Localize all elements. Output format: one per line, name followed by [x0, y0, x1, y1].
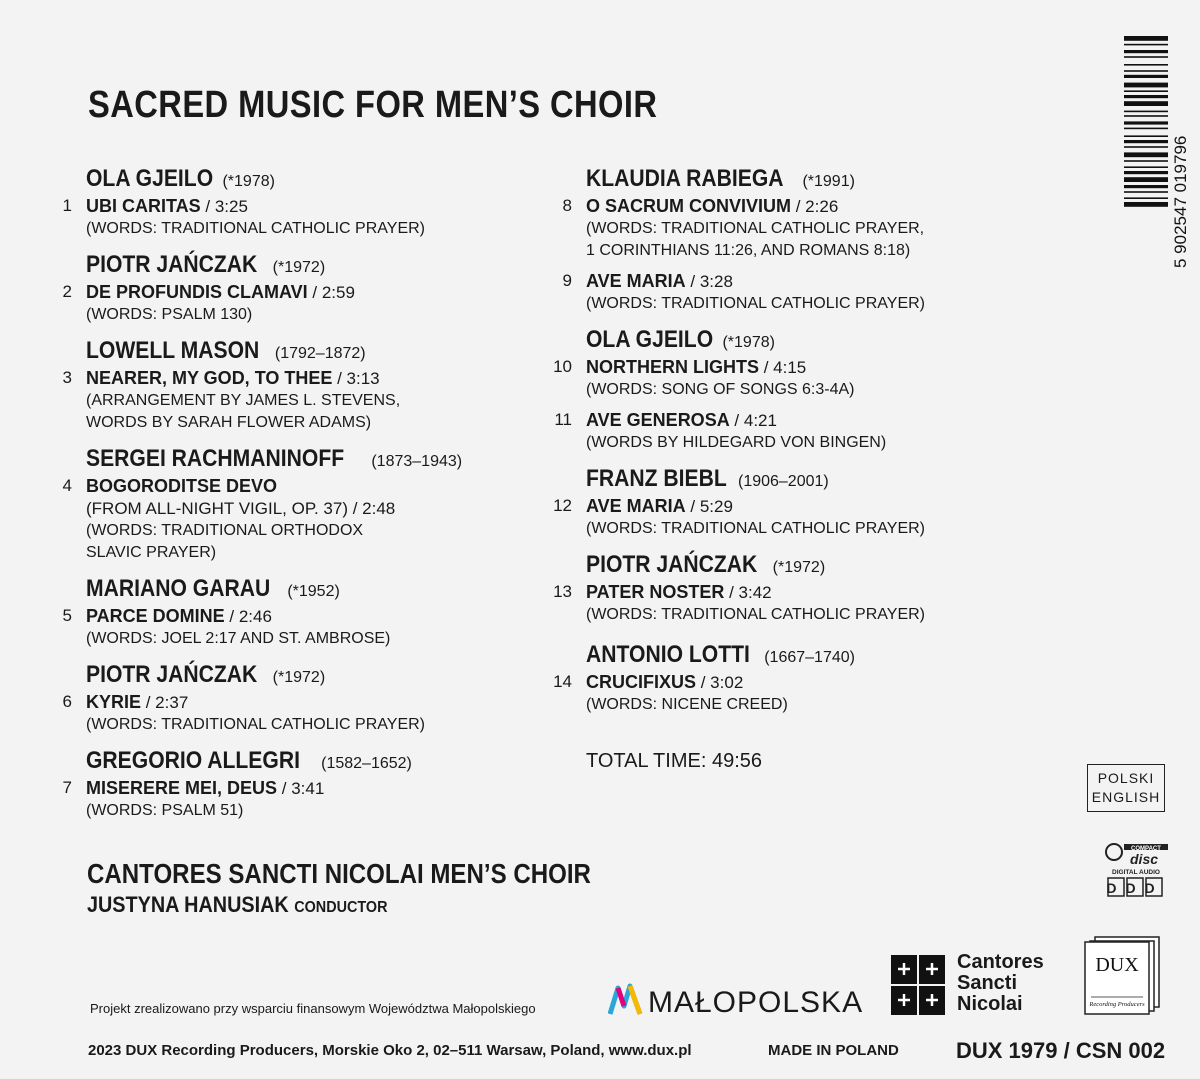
- track-words: (WORDS: JOEL 2:17 AND ST. AMBROSE): [86, 630, 391, 647]
- track-duration: / 2:59: [307, 283, 355, 302]
- svg-text:disc: disc: [1130, 851, 1159, 867]
- track-number: 14: [553, 672, 572, 691]
- track-title: NORTHERN LIGHTS: [586, 357, 759, 377]
- track-row: [62, 281, 462, 304]
- track-duration: / 3:41: [277, 779, 325, 798]
- composer-years: (*1978): [722, 334, 775, 351]
- composer-heading: [586, 642, 925, 671]
- conductor: [87, 892, 388, 918]
- track-row: [62, 605, 462, 628]
- track-words: (WORDS: TRADITIONAL CATHOLIC PRAYER): [586, 295, 925, 312]
- language-english: ENGLISH: [1091, 789, 1161, 805]
- composer-heading: [586, 552, 925, 581]
- track-words: 1 CORINTHIANS 11:26, AND ROMANS 8:18): [586, 242, 911, 259]
- conductor-name: JUSTYNA HANUSIAK: [87, 892, 289, 917]
- track-words: (WORDS: TRADITIONAL ORTHODOX: [86, 522, 364, 539]
- composer-heading: [86, 748, 462, 777]
- composer-group: [550, 642, 925, 716]
- composer-group: [50, 338, 462, 434]
- composer-years: (*1978): [222, 173, 275, 190]
- track-duration: / 4:21: [729, 411, 777, 430]
- cantores-logo-text: [957, 952, 1044, 1015]
- composer-heading: [86, 166, 462, 195]
- composer-heading: [86, 576, 462, 605]
- footer-address: 2023 DUX Recording Producers, Morskie Oko 2, 02–511 Warsaw, Poland, www.dux.pl: [88, 1042, 692, 1059]
- dux-logo-tag: Recording Producers: [1089, 1001, 1145, 1008]
- composer-name: PIOTR JAŃCZAK: [586, 551, 758, 578]
- track-title: KYRIE: [86, 692, 142, 712]
- track-subtitle: (FROM ALL-NIGHT VIGIL, OP. 37) / 2:48: [86, 499, 396, 518]
- track-words: (WORDS: TRADITIONAL CATHOLIC PRAYER,: [586, 220, 925, 237]
- track-words: (WORDS: NICENE CREED): [586, 696, 788, 713]
- cd-digital-audio: DIGITAL AUDIO: [1112, 869, 1160, 876]
- track-words: (WORDS: PSALM 51): [86, 802, 244, 819]
- track-words: (WORDS: TRADITIONAL CATHOLIC PRAYER): [586, 520, 925, 537]
- track-words: (WORDS BY HILDEGARD VON BINGEN): [586, 434, 887, 451]
- barcode-number: 5 902547 019796: [1171, 135, 1190, 268]
- composer-group: [50, 576, 462, 650]
- composer-name: LOWELL MASON: [86, 337, 260, 364]
- composer-years: (*1972): [272, 259, 326, 276]
- barcode-bars: [1124, 36, 1168, 207]
- track-words: (WORDS: PSALM 130): [86, 306, 253, 323]
- track-row: [553, 671, 925, 694]
- track-number: 5: [62, 606, 72, 625]
- ddd-code: DDD: [1106, 880, 1164, 896]
- track-row: [554, 409, 925, 432]
- track-words: (WORDS: SONG OF SONGS 6:3-4A): [586, 381, 855, 398]
- composer-name: PIOTR JAŃCZAK: [86, 661, 258, 688]
- track-number: 3: [62, 368, 72, 387]
- cd-compact: COMPACT: [1131, 846, 1161, 852]
- track-title: MISERERE MEI, DEUS: [86, 778, 278, 798]
- cantores-logo-line-2: Sancti: [957, 972, 1018, 994]
- barcode: [1124, 32, 1194, 268]
- track-duration: / 2:26: [791, 197, 839, 216]
- catalog-number: DUX 1979 / CSN 002: [956, 1038, 1166, 1063]
- track-title: AVE MARIA: [586, 496, 686, 516]
- cantores-logo-line-1: Cantores: [957, 951, 1044, 973]
- track-duration: / 3:13: [332, 369, 380, 388]
- track-duration: / 4:15: [759, 358, 807, 377]
- track-number: 2: [62, 282, 72, 301]
- track-duration: / 5:29: [685, 497, 733, 516]
- track-title: AVE MARIA: [586, 271, 686, 291]
- track-row: [553, 495, 925, 518]
- language-box: [1087, 764, 1165, 812]
- track-words: (WORDS: TRADITIONAL CATHOLIC PRAYER): [586, 606, 925, 623]
- track-number: 11: [554, 410, 572, 429]
- composer-years: (*1972): [772, 559, 826, 576]
- track-row: [62, 367, 462, 390]
- composer-name: OLA GJEILO: [86, 165, 214, 192]
- composer-name: KLAUDIA RABIEGA: [586, 165, 784, 192]
- support-text: Projekt zrealizowano przy wsparciu finansowym Województwa Małopolskiego: [90, 1001, 536, 1016]
- track-title: DE PROFUNDIS CLAMAVI: [86, 282, 308, 302]
- composer-years: (1582–1652): [321, 755, 412, 772]
- composer-name: FRANZ BIEBL: [586, 465, 727, 492]
- composer-group: [550, 166, 925, 315]
- track-number: 13: [553, 582, 572, 601]
- track-number: 6: [62, 692, 72, 711]
- malopolska-logo-text: MAŁOPOLSKA: [648, 986, 864, 1019]
- track-number: 9: [562, 271, 572, 290]
- track-title: UBI CARITAS: [86, 196, 201, 216]
- track-row: [553, 581, 925, 604]
- composer-years: (*1972): [272, 669, 326, 686]
- track-number: 1: [62, 196, 72, 215]
- language-polski: POLSKI: [1097, 770, 1155, 786]
- compact-disc-logo: [1104, 838, 1168, 900]
- composer-group: [50, 446, 462, 564]
- cantores-logo-line-3: Nicolai: [957, 993, 1023, 1015]
- track-title: PARCE DOMINE: [86, 606, 225, 626]
- composer-heading: [586, 166, 925, 195]
- dux-logo: [1081, 935, 1163, 1015]
- composer-name: ANTONIO LOTTI: [586, 641, 750, 668]
- composer-name: MARIANO GARAU: [86, 575, 271, 602]
- total-time: TOTAL TIME: 49:56: [586, 750, 762, 772]
- composer-group: [550, 552, 925, 626]
- track-row: [62, 195, 462, 218]
- composer-group: [50, 252, 462, 326]
- track-row: [62, 777, 462, 800]
- track-duration: / 3:25: [200, 197, 248, 216]
- composer-years: (1873–1943): [371, 453, 463, 470]
- composer-name: PIOTR JAŃCZAK: [86, 251, 258, 278]
- track-title: AVE GENEROSA: [586, 410, 730, 430]
- track-row: [553, 356, 925, 379]
- composer-name: GREGORIO ALLEGRI: [86, 747, 300, 774]
- composer-years: (*1991): [802, 173, 855, 190]
- track-duration: / 2:37: [141, 693, 189, 712]
- made-in: MADE IN POLAND: [768, 1042, 899, 1059]
- composer-heading: [586, 466, 925, 495]
- track-duration: / 3:28: [685, 272, 733, 291]
- track-row: [62, 475, 462, 498]
- track-row: [62, 691, 462, 714]
- composer-heading: [86, 662, 462, 691]
- composer-heading: [86, 446, 462, 475]
- track-words: WORDS BY SARAH FLOWER ADAMS): [86, 414, 372, 431]
- track-duration: / 3:42: [724, 583, 772, 602]
- composer-years: (1792–1872): [274, 345, 366, 362]
- track-title: PATER NOSTER: [586, 582, 725, 602]
- composer-group: [50, 748, 462, 822]
- composer-heading: [86, 338, 462, 367]
- track-number: 8: [562, 196, 572, 215]
- tracklist-left: [50, 166, 462, 822]
- composer-heading: [586, 327, 925, 356]
- track-row: [562, 195, 925, 218]
- track-title: CRUCIFIXUS: [586, 672, 697, 692]
- track-title: NEARER, MY GOD, TO THEE: [86, 368, 333, 388]
- album-title: SACRED MUSIC FOR MEN’S CHOIR: [88, 84, 658, 126]
- track-number: 12: [553, 496, 572, 515]
- track-words: (WORDS: TRADITIONAL CATHOLIC PRAYER): [86, 220, 425, 237]
- composer-name: SERGEI RACHMANINOFF: [86, 445, 345, 472]
- track-title: BOGORODITSE DEVO: [86, 476, 278, 496]
- composer-years: (1906–2001): [737, 473, 829, 490]
- composer-group: [550, 327, 925, 454]
- track-number: 4: [62, 476, 72, 495]
- track-title: O SACRUM CONVIVIUM: [586, 196, 792, 216]
- tracklist-right: [550, 166, 925, 716]
- track-number: 7: [62, 778, 72, 797]
- composer-group: [550, 466, 925, 540]
- composer-name: OLA GJEILO: [586, 326, 714, 353]
- composer-group: [50, 662, 462, 736]
- track-duration: / 2:46: [224, 607, 272, 626]
- composer-group: [50, 166, 462, 240]
- performer: CANTORES SANCTI NICOLAI MEN’S CHOIR: [87, 858, 591, 889]
- composer-heading: [86, 252, 462, 281]
- cantores-logo-icon: [890, 954, 946, 1016]
- track-number: 10: [553, 357, 572, 376]
- composer-years: (*1952): [287, 583, 340, 600]
- dux-logo-name: DUX: [1095, 954, 1139, 976]
- composer-years: (1667–1740): [764, 649, 855, 666]
- track-words: SLAVIC PRAYER): [86, 544, 217, 561]
- conductor-role: CONDUCTOR: [294, 899, 388, 916]
- track-words: (WORDS: TRADITIONAL CATHOLIC PRAYER): [86, 716, 425, 733]
- malopolska-logo-icon: [608, 982, 644, 1016]
- track-row: [562, 270, 925, 293]
- track-duration: / 3:02: [696, 673, 744, 692]
- track-words: (ARRANGEMENT BY JAMES L. STEVENS,: [86, 392, 401, 409]
